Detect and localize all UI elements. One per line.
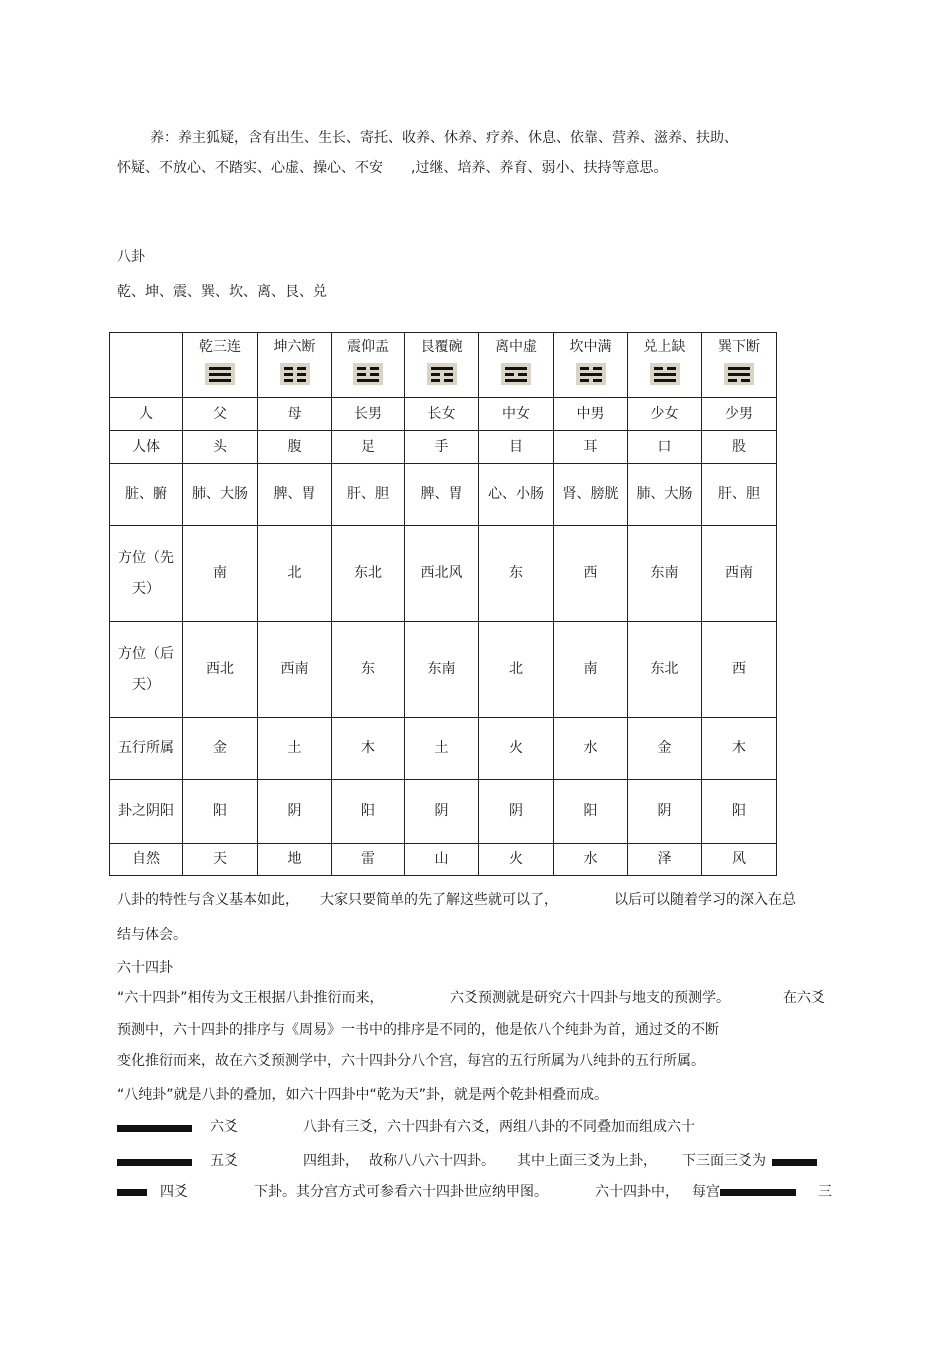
table-cell: 手 <box>405 431 479 464</box>
row-label: 脏、腑 <box>110 464 183 526</box>
table-cell: 南 <box>183 526 258 622</box>
table-cell: 南 <box>554 622 628 718</box>
yao-text-line2d: 下三面三爻为 <box>682 1153 766 1169</box>
yang-bar-icon <box>720 1189 796 1196</box>
row-label: 人 <box>110 398 183 431</box>
table-row <box>110 398 777 431</box>
table-cell: 肺、大肠 <box>628 464 702 526</box>
table-cell: 脾、胃 <box>258 464 332 526</box>
yao-text-line3a: 下卦。其分宫方式可参看六十四卦世应纳甲图。 <box>254 1184 548 1200</box>
table-cell: 雷 <box>332 844 405 876</box>
table-cell: 西南 <box>702 526 777 622</box>
trigram-icon <box>205 363 235 385</box>
table-cell: 肺、大肠 <box>183 464 258 526</box>
table-cell: 金 <box>628 718 702 780</box>
table-cell: 土 <box>258 718 332 780</box>
bagua-table <box>109 332 777 876</box>
header-cell <box>258 333 332 398</box>
table-cell: 泽 <box>628 844 702 876</box>
table-cell: 水 <box>554 718 628 780</box>
trigram-icon <box>724 363 754 385</box>
table-cell: 肝、胆 <box>332 464 405 526</box>
yang-bar-icon <box>117 1125 192 1132</box>
header-cell <box>479 333 554 398</box>
table-cell: 父 <box>183 398 258 431</box>
summary-part3: 以后可以随着学习的深入在总 <box>614 892 796 908</box>
table-cell: 长女 <box>405 398 479 431</box>
table-cell: 西北风 <box>405 526 479 622</box>
table-row <box>110 718 777 780</box>
trigram-name: 坤六断 <box>273 339 316 355</box>
trigram-icon <box>501 363 531 385</box>
table-cell: 西南 <box>258 622 332 718</box>
table-cell: 山 <box>405 844 479 876</box>
row-label: 五行所属 <box>110 718 183 780</box>
section-title-64: 六十四卦 <box>117 960 173 976</box>
table-cell: 东南 <box>628 526 702 622</box>
yao4-label: 四爻 <box>160 1184 188 1200</box>
table-cell: 东北 <box>628 622 702 718</box>
table-cell: 东南 <box>405 622 479 718</box>
paragraph-yang-line1: 养：养主狐疑，含有出生、生长、寄托、收养、休养、疗养、休息、依靠、营养、滋养、扶助、 <box>150 130 738 146</box>
table-row <box>110 464 777 526</box>
header-cell <box>183 333 258 398</box>
para-64-line1b: 六爻预测就是研究六十四卦与地支的预测学。 <box>450 990 730 1006</box>
table-cell: 金 <box>183 718 258 780</box>
table-cell: 火 <box>479 718 554 780</box>
trigram-name: 震仰盂 <box>347 339 389 355</box>
table-cell: 长男 <box>332 398 405 431</box>
row-label: 方位（先天） <box>110 526 183 622</box>
table-cell: 口 <box>628 431 702 464</box>
table-cell: 肾、膀胱 <box>554 464 628 526</box>
table-cell: 中女 <box>479 398 554 431</box>
para-64-line4: “八纯卦”就是八卦的叠加，如六十四卦中“乾为天”卦，就是两个乾卦相叠而成。 <box>117 1087 609 1103</box>
table-row <box>110 431 777 464</box>
header-cell <box>554 333 628 398</box>
table-cell: 水 <box>554 844 628 876</box>
table-cell: 阴 <box>479 780 554 844</box>
table-cell: 少女 <box>628 398 702 431</box>
trigram-name: 坎中满 <box>569 339 612 355</box>
table-cell: 东北 <box>332 526 405 622</box>
para-64-line1c: 在六爻 <box>783 990 825 1006</box>
row-label: 人体 <box>110 431 183 464</box>
table-cell: 北 <box>479 622 554 718</box>
table-cell: 少男 <box>702 398 777 431</box>
table-cell: 土 <box>405 718 479 780</box>
table-cell: 肝、胆 <box>702 464 777 526</box>
table-cell: 阴 <box>258 780 332 844</box>
para-64-line3: 变化推衍而来，故在六爻预测学中，六十四卦分八个宫，每宫的五行所属为八纯卦的五行所属。 <box>117 1053 705 1069</box>
trigram-icon <box>427 363 457 385</box>
table-cell: 腹 <box>258 431 332 464</box>
trigram-name: 离中虚 <box>495 339 537 355</box>
table-cell: 心、小肠 <box>479 464 554 526</box>
table-cell: 西 <box>702 622 777 718</box>
header-cell <box>628 333 702 398</box>
table-cell: 阳 <box>183 780 258 844</box>
para-64-line2: 预测中，六十四卦的排序与《周易》一书中的排序是不同的，他是依八个纯卦为首，通过爻的不断 <box>117 1022 719 1038</box>
table-cell: 风 <box>702 844 777 876</box>
header-cell <box>332 333 405 398</box>
table-cell: 天 <box>183 844 258 876</box>
trigram-icon <box>353 363 383 385</box>
trigram-icon <box>576 363 606 385</box>
table-cell: 耳 <box>554 431 628 464</box>
table-cell: 北 <box>258 526 332 622</box>
table-cell: 西北 <box>183 622 258 718</box>
summary-part2: 大家只要简单的先了解这些就可以了， <box>320 892 558 908</box>
bagua-list: 乾、坤、震、巽、坎、离、艮、兑 <box>117 284 327 300</box>
yao6-label: 六爻 <box>210 1119 238 1135</box>
trigram-icon <box>280 363 310 385</box>
trigram-name: 艮覆碗 <box>420 339 463 355</box>
yao-text-line2a: 四组卦， <box>303 1153 359 1169</box>
table-cell: 东 <box>479 526 554 622</box>
trigram-icon <box>650 363 680 385</box>
section-title-bagua: 八卦 <box>117 249 145 265</box>
table-cell: 东 <box>332 622 405 718</box>
row-label: 方位（后天） <box>110 622 183 718</box>
table-cell: 母 <box>258 398 332 431</box>
table-cell: 阴 <box>405 780 479 844</box>
table-header-row <box>110 333 777 398</box>
trigram-name: 兑上缺 <box>643 339 686 355</box>
table-row <box>110 844 777 876</box>
table-corner-cell <box>110 333 183 398</box>
table-cell: 头 <box>183 431 258 464</box>
para-64-line1a: “六十四卦”相传为文王根据八卦推衍而来， <box>117 990 384 1006</box>
yao-text-line2c: 其中上面三爻为上卦， <box>517 1153 657 1169</box>
header-cell <box>702 333 777 398</box>
table-cell: 阳 <box>332 780 405 844</box>
yao-text-line1: 八卦有三爻，六十四卦有六爻，两组八卦的不同叠加而组成六十 <box>303 1119 695 1135</box>
yao-text-line3d: 三 <box>818 1184 832 1200</box>
table-cell: 阴 <box>628 780 702 844</box>
table-cell: 西 <box>554 526 628 622</box>
yao-text-line3c: 每宫 <box>692 1184 720 1200</box>
trigram-name: 巽下断 <box>718 339 760 355</box>
yao-text-line3b: 六十四卦中， <box>595 1184 679 1200</box>
summary-part1: 八卦的特性与含义基本如此， <box>117 892 299 908</box>
table-cell: 股 <box>702 431 777 464</box>
header-cell <box>405 333 479 398</box>
table-cell: 足 <box>332 431 405 464</box>
table-cell: 中男 <box>554 398 628 431</box>
table-cell: 脾、胃 <box>405 464 479 526</box>
table-cell: 地 <box>258 844 332 876</box>
table-cell: 阳 <box>702 780 777 844</box>
trigram-name: 乾三连 <box>199 339 241 355</box>
table-cell: 阳 <box>554 780 628 844</box>
table-cell: 木 <box>702 718 777 780</box>
summary-part4: 结与体会。 <box>117 927 187 943</box>
table-cell: 火 <box>479 844 554 876</box>
yang-bar-icon <box>117 1159 192 1166</box>
yang-bar-icon <box>772 1159 817 1166</box>
table-row <box>110 622 777 718</box>
row-label: 自然 <box>110 844 183 876</box>
table-cell: 目 <box>479 431 554 464</box>
yao-text-line2b: 故称八八六十四卦。 <box>369 1153 495 1169</box>
table-row <box>110 526 777 622</box>
table-cell: 木 <box>332 718 405 780</box>
paragraph-yang-line2: 怀疑、不放心、不踏实、心虚、操心、不安 ,过继、培养、养育、弱小、扶持等意思。 <box>117 160 668 176</box>
row-label: 卦之阴阳 <box>110 780 183 844</box>
yin-bar-icon <box>117 1189 147 1196</box>
table-row <box>110 780 777 844</box>
yao5-label: 五爻 <box>210 1153 238 1169</box>
